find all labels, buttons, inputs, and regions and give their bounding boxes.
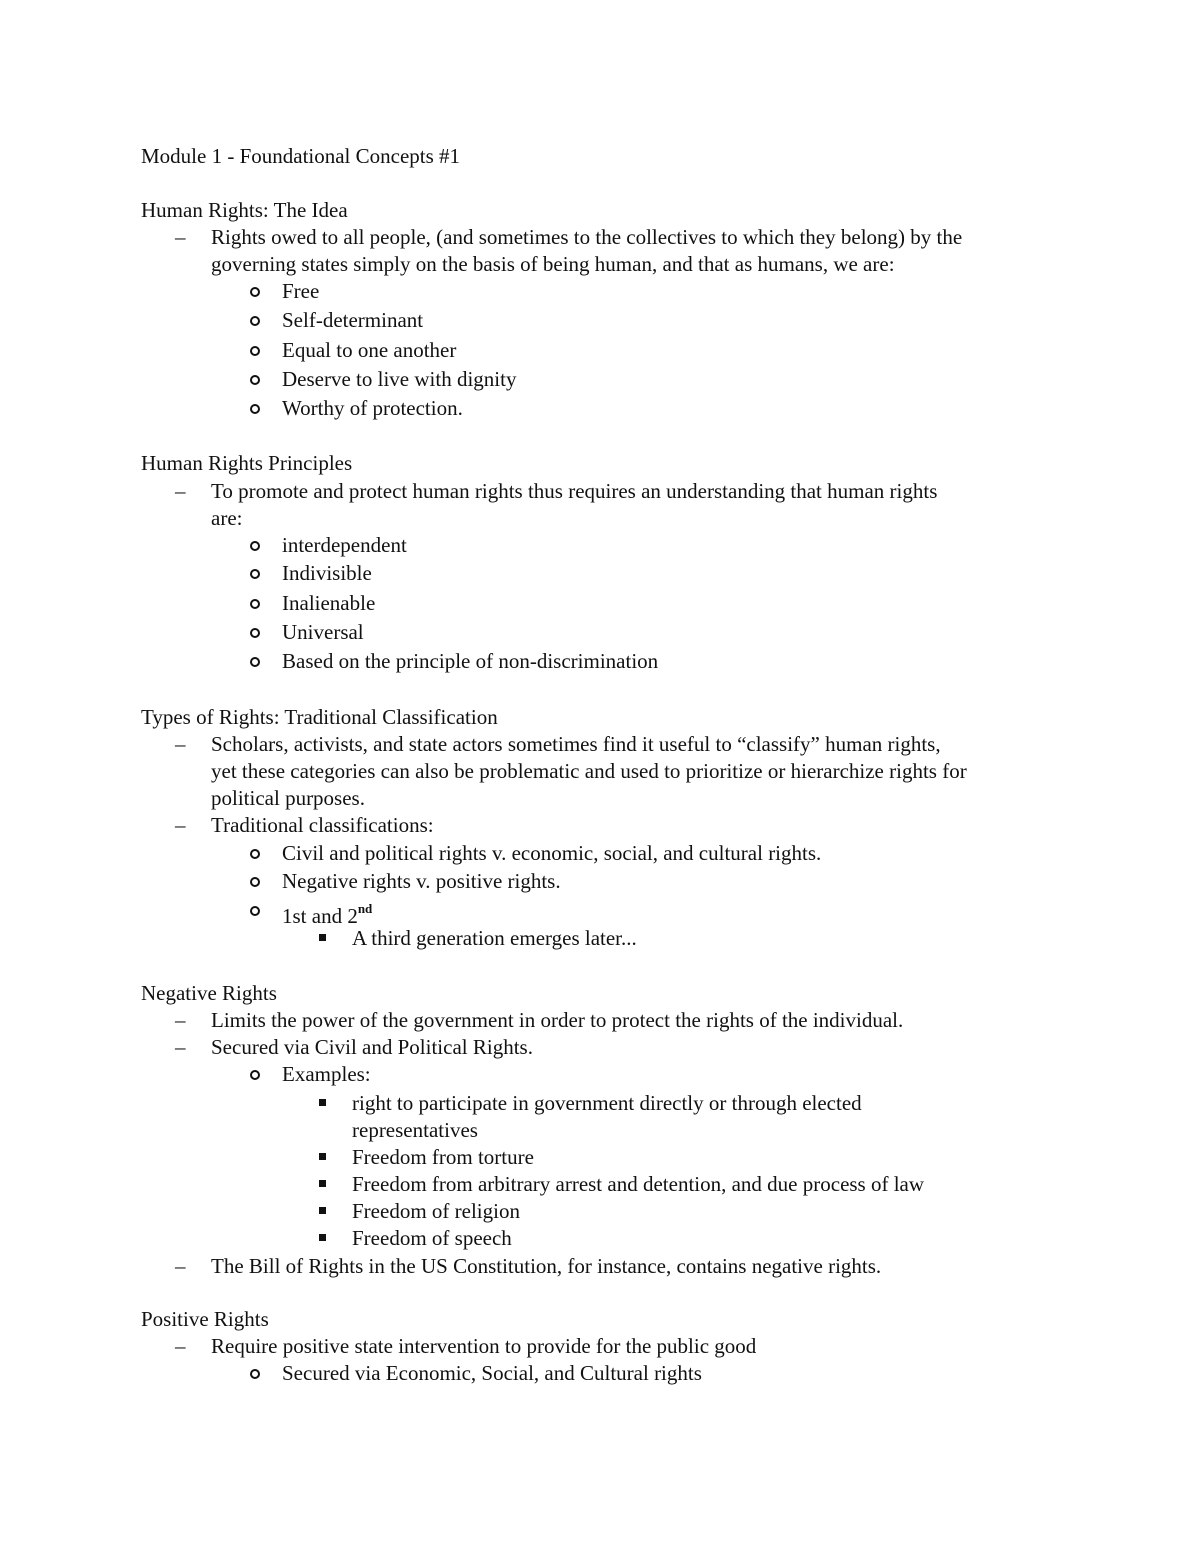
bullet-text-continued: governing states simply on the basis of being human, and that as humans, we are: [211, 252, 895, 276]
dash-bullet: – [175, 1035, 186, 1059]
dash-bullet: – [175, 813, 186, 837]
sub-item: Free [282, 279, 320, 303]
sub-item: Worthy of protection. [282, 396, 463, 420]
circle-bullet-icon [250, 840, 262, 867]
sub-sub-item: right to participate in government directly or through elected [352, 1091, 862, 1115]
section-heading-negative-rights: Negative Rights [141, 981, 277, 1005]
dash-bullet: – [175, 732, 186, 756]
square-bullet-icon [319, 1225, 329, 1252]
dash-bullet: – [175, 1254, 186, 1278]
square-bullet-icon [319, 1171, 329, 1198]
circle-bullet-icon [250, 897, 262, 924]
sub-sub-item-continued: representatives [352, 1118, 478, 1142]
square-bullet-icon [319, 1090, 329, 1117]
sub-item: Civil and political rights v. economic, social, and cultural rights. [282, 841, 822, 865]
generation-superscript: nd [357, 901, 373, 916]
circle-bullet-icon [250, 532, 262, 559]
sub-sub-item: Freedom of religion [352, 1199, 520, 1223]
bullet-text-continued: political purposes. [211, 786, 365, 810]
section-heading-types-of-rights: Types of Rights: Traditional Classification [141, 705, 498, 729]
sub-item: interdependent [282, 533, 407, 557]
sub-item: Universal [282, 620, 364, 644]
sub-sub-item: Freedom from arbitrary arrest and detention, and due process of law [352, 1172, 925, 1196]
generation-prefix: 1st and 2 [282, 904, 358, 928]
sub-sub-item: A third generation emerges later... [352, 926, 637, 950]
circle-bullet-icon [250, 590, 262, 617]
sub-item: Self-determinant [282, 308, 424, 332]
dash-bullet: – [175, 225, 186, 249]
bullet-text: To promote and protect human rights thus requires an understanding that human rights [211, 479, 938, 503]
bullet-text-continued: are: [211, 506, 243, 530]
bullet-text: Limits the power of the government in order to protect the rights of the individual. [211, 1008, 904, 1032]
square-bullet-icon [319, 1198, 329, 1225]
dash-bullet: – [175, 479, 186, 503]
square-bullet-icon [319, 925, 329, 952]
section-heading-human-rights-idea: Human Rights: The Idea [141, 198, 348, 222]
bullet-text: Secured via Civil and Political Rights. [211, 1035, 533, 1059]
circle-bullet-icon [250, 648, 262, 675]
circle-bullet-icon [250, 560, 262, 587]
circle-bullet-icon [250, 395, 262, 422]
sub-item: Examples: [282, 1062, 371, 1086]
circle-bullet-icon [250, 307, 262, 334]
circle-bullet-icon [250, 337, 262, 364]
bullet-text: Traditional classifications: [211, 813, 434, 837]
section-heading-principles: Human Rights Principles [141, 451, 353, 475]
circle-bullet-icon [250, 619, 262, 646]
bullet-text: Require positive state intervention to provide for the public good [211, 1334, 757, 1358]
document-title: Module 1 - Foundational Concepts #1 [141, 144, 461, 168]
sub-item: Indivisible [282, 561, 372, 585]
sub-item: Deserve to live with dignity [282, 367, 517, 391]
bullet-text-continued: yet these categories can also be problematic and used to prioritize or hierarchize rights for [211, 759, 967, 783]
bullet-text: The Bill of Rights in the US Constitution, for instance, contains negative rights. [211, 1254, 882, 1278]
section-heading-positive-rights: Positive Rights [141, 1307, 269, 1331]
dash-bullet: – [175, 1008, 186, 1032]
circle-bullet-icon [250, 1061, 262, 1088]
sub-sub-item: Freedom from torture [352, 1145, 534, 1169]
bullet-text: Scholars, activists, and state actors sometimes find it useful to “classify” human rights, [211, 732, 941, 756]
circle-bullet-icon [250, 278, 262, 305]
circle-bullet-icon [250, 366, 262, 393]
sub-sub-item: Freedom of speech [352, 1226, 512, 1250]
circle-bullet-icon [250, 1360, 262, 1387]
dash-bullet: – [175, 1334, 186, 1358]
sub-item: Based on the principle of non-discrimination [282, 649, 659, 673]
bullet-text: Rights owed to all people, (and sometimes to the collectives to which they belong) by the [211, 225, 963, 249]
square-bullet-icon [319, 1144, 329, 1171]
sub-item: Negative rights v. positive rights. [282, 869, 561, 893]
sub-item: Inalienable [282, 591, 376, 615]
sub-item: Secured via Economic, Social, and Cultural rights [282, 1361, 702, 1385]
circle-bullet-icon [250, 868, 262, 895]
sub-item: Equal to one another [282, 338, 457, 362]
